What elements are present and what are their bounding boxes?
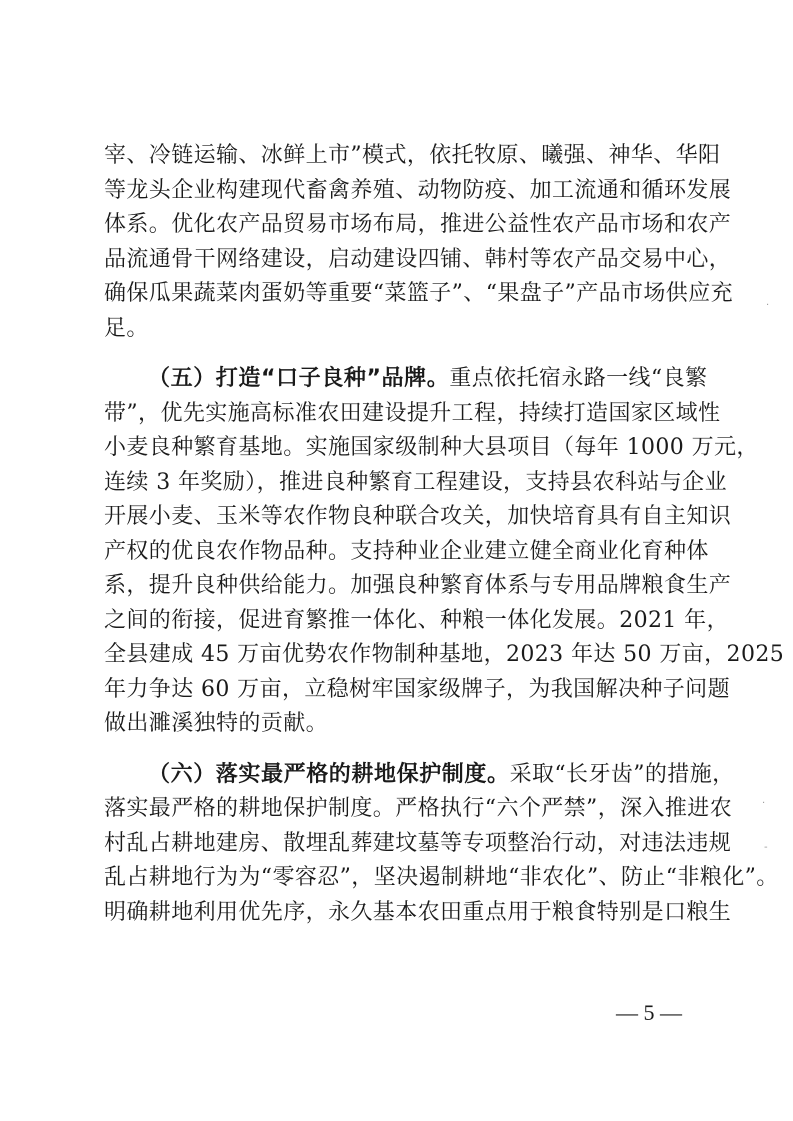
text-line: 年力争达 60 万亩，立稳树牢国家级牌子，为我国解决种子问题 [104,676,730,702]
section-heading: （五）打造“口子良种”品牌。 [148,366,450,391]
document-body [104,139,785,930]
text-line: 宰、冷链运输、冰鲜上市”模式，依托牧原、曦强、神华、华阳 [104,143,721,168]
text-run: 采取“长牙齿”的措施， [509,761,735,787]
text-line: 全县建成 45 万亩优势农作物制种基地，2023 年达 50 万亩，2025 [104,642,785,667]
text-line: 足。 [104,315,149,341]
text-run: 重点依托宿永路一线“良繁 [449,366,708,391]
text-line: 开展小麦、玉米等农作物良种联合攻关，加快培育具有自主知识 [104,504,732,529]
text-line: 之间的衔接，促进育繁推一体化、种粮一体化发展。2021 年， [104,607,729,633]
scan-speck: · [766,300,770,311]
text-line: 做出濉溪独特的贡献。 [104,711,329,736]
text-line: 等龙头企业构建现代畜禽养殖、动物防疫、加工流通和循环发展 [104,177,732,203]
paragraph-first-line [104,362,708,397]
text-line: 品流通骨干网络建设，启动建设四铺、韩村等农产品交易中心， [104,246,732,272]
text-line: 产权的优良农作物品种。支持种业企业建立健全商业化育种体 [104,538,709,564]
paragraph-seed-brand [104,362,785,742]
paragraph-first-line [104,758,735,793]
text-line: 确保瓜果蔬菜肉蛋奶等重要“菜篮子”、“果盘子”产品市场供应充 [104,281,733,306]
scan-speck: · [762,798,766,809]
text-line: 连续 3 年奖励），推进良种繁育工程建设，支持县农科站与企业 [104,469,727,495]
text-line: 带”，优先实施高标准农田建设提升工程，持续打造国家区域性 [104,400,721,426]
scan-speck: - [764,842,768,853]
page-number: — 5 — [616,1000,682,1025]
section-heading: （六）落实最严格的耕地保护制度。 [148,761,510,787]
text-line: 系，提升良种供给能力。加强良种繁育体系与专用品牌粮食生产 [104,573,732,598]
text-line: 明确耕地利用优先序，永久基本农田重点用于粮食特别是口粮生 [104,899,732,925]
paragraph-farmland-protection [104,758,779,931]
text-line: 体系。优化农产品贸易市场布局，推进公益性农产品市场和农产 [104,212,732,237]
text-line: 村乱占耕地建房、散埋乱葬建坟墓等专项整治行动，对违法违规 [104,830,732,856]
text-line: 小麦良种繁育基地。实施国家级制种大县项目（每年 1000 万元， [104,435,759,460]
paragraph-livestock [104,139,733,346]
text-line: 乱占耕地行为为“零容忍”，坚决遏制耕地“非农化”、防止“非粮化”。 [104,865,779,890]
text-line: 落实最严格的耕地保护制度。严格执行“六个严禁”，深入推进农 [104,796,733,821]
